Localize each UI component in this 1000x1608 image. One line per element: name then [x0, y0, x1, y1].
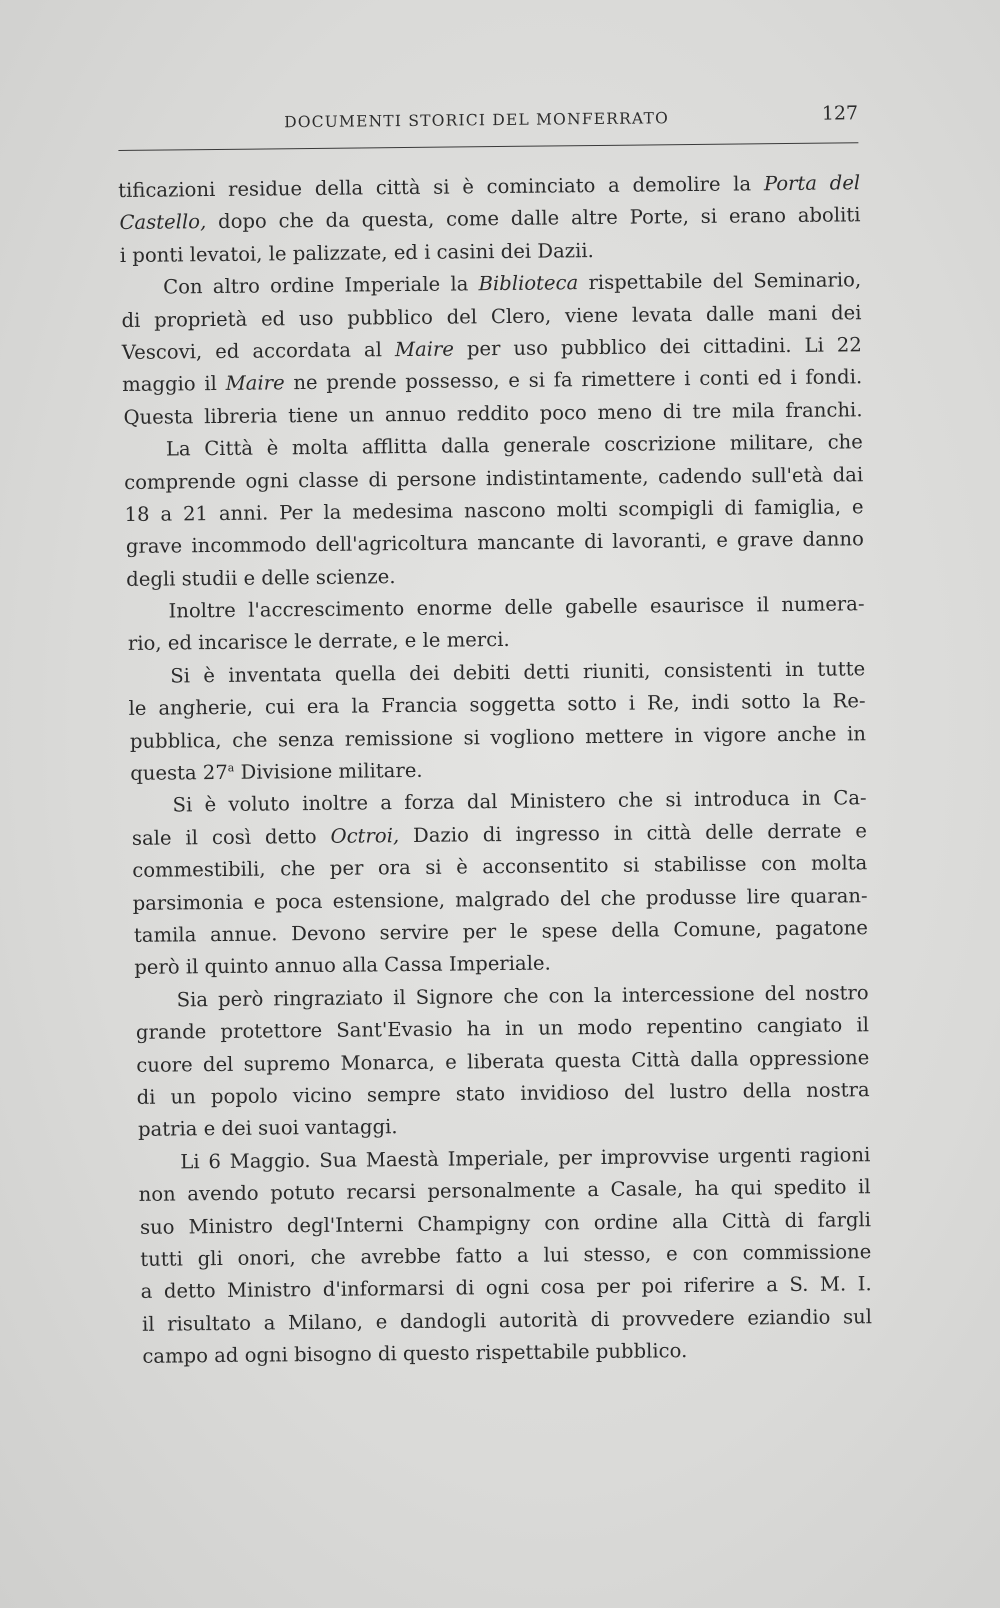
text-line: Sia però ringraziato il Signore che con la intercessione del nostro [176, 980, 869, 1012]
text-line: Castello, dopo che da questa, come dalle altre Porte, si erano aboliti [119, 203, 861, 235]
superscript: a [227, 761, 235, 775]
text-line: pubblica, che senza remissione si vogliono mettere in vigore anche in [129, 721, 867, 753]
text-line: cuore del supremo Monarca, e liberata questa Città dalla oppressione [136, 1045, 870, 1077]
text-line: grande protettore Sant'Evasio ha in un modo repentino cangiato il [135, 1013, 870, 1045]
text-line: però il quinto annuo alla Cassa Imperiale. [134, 951, 551, 980]
text-line: commestibili, che per ora si è acconsentito si stabilisse con molta [132, 851, 868, 883]
text-line: rio, ed incarisce le derrate, e le merci. [127, 628, 510, 656]
text-line: i ponti levatoi, le palizzate, ed i casini dei Dazii. [119, 238, 594, 267]
text-line: suo Ministro degl'Interni Champigny con ordine alla Città di fargli [139, 1207, 872, 1239]
text-line: patria e dei suoi vantaggi. [137, 1115, 398, 1142]
running-title: DOCUMENTI STORICI DEL MONFERRATO [284, 109, 670, 132]
text-line: Vescovi, ed accordata al Maire per uso pubblico dei cittadini. Li 22 [121, 333, 862, 364]
text-line: 18 a 21 anni. Per la medesima nascono molti scompigli di famiglia, e [124, 495, 864, 526]
text-line: il risultato a Milano, e dandogli autorità di provvedere eziandio sul [141, 1304, 873, 1336]
text-line: sale il così detto Octroi, Dazio di ingresso in città delle derrate e [131, 819, 868, 850]
page-header [118, 102, 858, 146]
text-line: le angherie, cui era la Francia soggetta sotto i Re, indi sotto la Re- [128, 689, 866, 721]
text-line: Questa libreria tiene un annuo reddito poco meno di tre mila franchi. [123, 397, 863, 429]
body-text [118, 167, 873, 1373]
text-line: La Città è molta afflitta dalla generale coscrizione militare, che [165, 430, 863, 461]
text-line: Con altro ordine Imperiale la Biblioteca rispettabile del Seminario, [163, 268, 862, 299]
text-line: Li 6 Maggio. Sua Maestà Imperiale, per improvvise urgenti ragioni [180, 1142, 871, 1174]
text-line: grave incommodo dell'agricoltura mancante di lavoranti, e grave danno [125, 527, 864, 559]
text-line: non avendo potuto recarsi personalmente a Casale, ha qui spedito il [138, 1175, 871, 1206]
text-line: Si è voluto inoltre a forza dal Ministero che si introduca in Ca- [172, 786, 867, 817]
text-line: maggio il Maire ne prende possesso, e si fa rimettere i conti ed i fondi. [122, 365, 863, 397]
text-line: tutti gli onori, che avrebbe fatto a lui stesso, e con commissione [140, 1240, 872, 1271]
text-line: di un popolo vicino sempre stato invidioso del lustro della nostra [136, 1078, 870, 1109]
text-line: campo ad ogni bisogno di questo rispettabile pubblico. [142, 1339, 688, 1368]
text-line: questa 27$^a$ Divisione militare. [130, 758, 423, 785]
text-line: parsimonia e poca estensione, malgrado del che produsse lire quaran- [132, 883, 868, 915]
text-line: di proprietà ed uso pubblico del Clero, viene levata dalle mani dei [121, 300, 862, 332]
text-line: comprende ogni classe di persone indistintamente, cadendo sull'età dai [124, 462, 864, 494]
header-rule [118, 142, 858, 151]
text-line: tamila annue. Devono servire per le spese della Comune, pagatone [133, 916, 869, 947]
text-line: a detto Ministro d'informarsi di ogni cosa per poi riferire a S. M. I. [140, 1272, 872, 1304]
text-line: Si è inventata quella dei debiti detti riuniti, consistenti in tutte [170, 657, 866, 688]
text-line: degli studii e delle scienze. [126, 564, 396, 591]
text-line: tificazioni residue della città si è cominciato a demolire la Porta del [118, 171, 861, 202]
page-number: 127 [821, 102, 859, 125]
text-line: Inoltre l'accrescimento enorme delle gabelle esaurisce il numera- [168, 592, 865, 623]
